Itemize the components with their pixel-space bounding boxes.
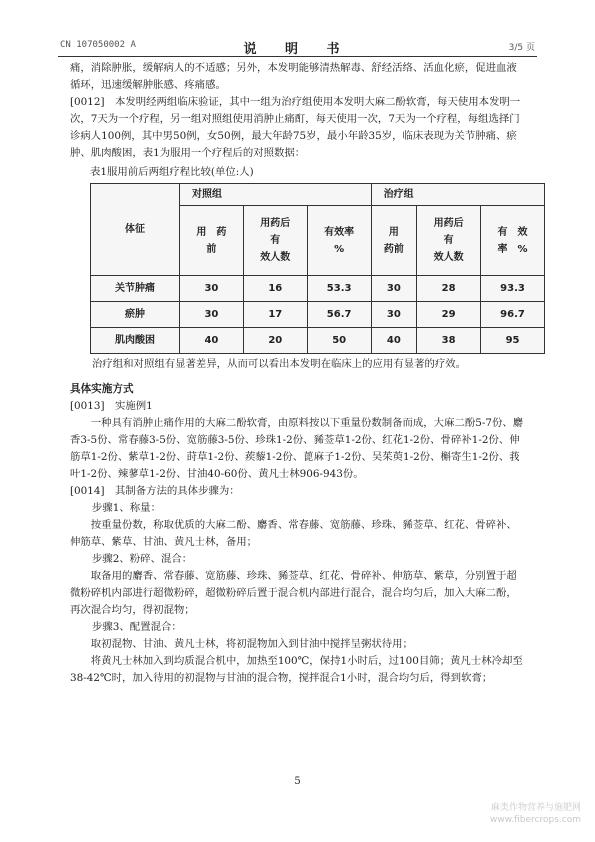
cell: 16 (243, 276, 307, 302)
table-caption: 表1服用前后两组疗程比较(单位:人) (90, 166, 254, 178)
cell: 95 (481, 328, 545, 354)
cell: 29 (417, 302, 481, 328)
cell: 30 (180, 302, 244, 328)
step2-text: 取备用的麝香、常春藤、宽筋藤、珍珠、豨莶草、红花、骨碎补、伸筋草、紫草，分别置于超微粉碎机内部进行超微粉碎，超微粉碎后置于混合机内部进行混合，混合均匀后，加入大麻二酚，再次混合均匀，得初混物； (70, 570, 517, 616)
para-0012: [0012] 本发明经两组临床验证，其中一组为治疗组使用本发明大麻二酚软膏，每天使用本发明一次，7天为一个疗程，另一组对照组使用消肿止痛酊，每天使用一次，7天为一个疗程，每组选择门诊病人100例，其中男50例，女50例，最大年龄75岁，最小年龄35岁，临床表现为关节肿痛、瘀肿、肌肉酸困，表1为服用一个疗程后的对照数据： (70, 96, 521, 159)
watermark-line1: 麻类作物营养与施肥网 (490, 803, 581, 813)
step3-text-a: 取初混物、甘油、黄凡士林，将初混物加入到甘油中搅拌呈粥状待用； (90, 638, 413, 650)
cell: 30 (371, 302, 417, 328)
step3-title: 步骤3、配置混合： (92, 621, 182, 633)
cell: 30 (371, 276, 417, 302)
row-symptom: 瘀肿 (91, 302, 180, 328)
col-rate-t: 有 效 率 % (481, 206, 545, 276)
cell: 50 (307, 328, 371, 354)
symptom-header: 体征 (91, 184, 180, 276)
cell: 56.7 (307, 302, 371, 328)
cell: 30 (180, 276, 244, 302)
section-title: 具体实施方式 (70, 383, 134, 395)
treat-group-header: 治疗组 (371, 184, 544, 206)
col-before: 用 药 前 (180, 206, 244, 276)
doc-number: CN 107050002 A (60, 40, 136, 50)
para-top: 痛，消除肿胀，缓解病人的不适感；另外，本发明能够清热解毒、舒经活络、活血化瘀，促进血液循环，迅速缓解肿胀感、疼痛感。 (70, 62, 517, 91)
control-group-header: 对照组 (180, 184, 372, 206)
page-header (60, 38, 535, 57)
para-after-table: 治疗组和对照组有显著差异，从而可以看出本发明在临床上的应用有显著的疗效。 (92, 358, 467, 370)
doc-title: 说 明 书 (243, 42, 352, 57)
cell: 53.3 (307, 276, 371, 302)
table-row (91, 302, 545, 328)
watermark-line2: www.fibercrops.com (490, 815, 581, 825)
cell: 93.3 (481, 276, 545, 302)
cell: 17 (243, 302, 307, 328)
para-0013: [0013] 实施例1 (70, 400, 153, 412)
watermark (490, 802, 581, 826)
col-after: 用药后 有 效人数 (243, 206, 307, 276)
cell: 40 (180, 328, 244, 354)
row-symptom: 肌肉酸困 (91, 328, 180, 354)
header-rule (58, 56, 537, 57)
step1-title: 步骤1、称量： (92, 502, 161, 514)
body-content (70, 60, 527, 687)
comparison-table (90, 183, 545, 354)
col-before-t: 用 药前 (371, 206, 417, 276)
cell: 28 (417, 276, 481, 302)
step3-text-b: 将黄凡士林加入到均质混合机中，加热至100℃，保持1小时后，过100目筛；黄凡士林冷却至38-42℃时，加入待用的初混物与甘油的混合物，搅拌混合1小时，混合均匀后，得到软膏； (70, 655, 523, 684)
page-number: 5 (294, 776, 301, 787)
col-after-t: 用药后 有 效人数 (417, 206, 481, 276)
table-row (91, 328, 545, 354)
step1-text: 按重量份数，称取优质的大麻二酚、麝香、常春藤、宽筋藤、珍珠、豨莶草、红花、骨碎补、伸筋草、紫草、甘油、黄凡士林，备用； (70, 519, 517, 548)
cell: 96.7 (481, 302, 545, 328)
step2-title: 步骤2、粉碎、混合： (92, 553, 193, 565)
para-ex1: 一种具有消肿止痛作用的大麻二酚软膏，由原料按以下重量份数制备而成，大麻二酚5-7份、麝香3-5份、常春藤3-5份、宽筋藤3-5份、珍珠1-2份、豨莶草1-2份、红花1-2份、骨碎补1-2份、伸筋草1-2份、紫草1-2份、莳草1-2份、蒺藜1-2份、蓖麻子1-2份、吴茱萸1-2份、槲寄生1-2份、莪叶1-2份、辣蓼草1-2份、甘油40-60份、黄凡士林906-943份。 (70, 417, 524, 480)
cell: 38 (417, 328, 481, 354)
cell: 20 (243, 328, 307, 354)
page-of: 3/5 页 (508, 43, 535, 53)
table-row (91, 276, 545, 302)
para-0014: [0014] 其制备方法的具体步骤为： (70, 485, 240, 497)
cell: 40 (371, 328, 417, 354)
col-rate: 有效率 % (307, 206, 371, 276)
row-symptom: 关节肿痛 (91, 276, 180, 302)
